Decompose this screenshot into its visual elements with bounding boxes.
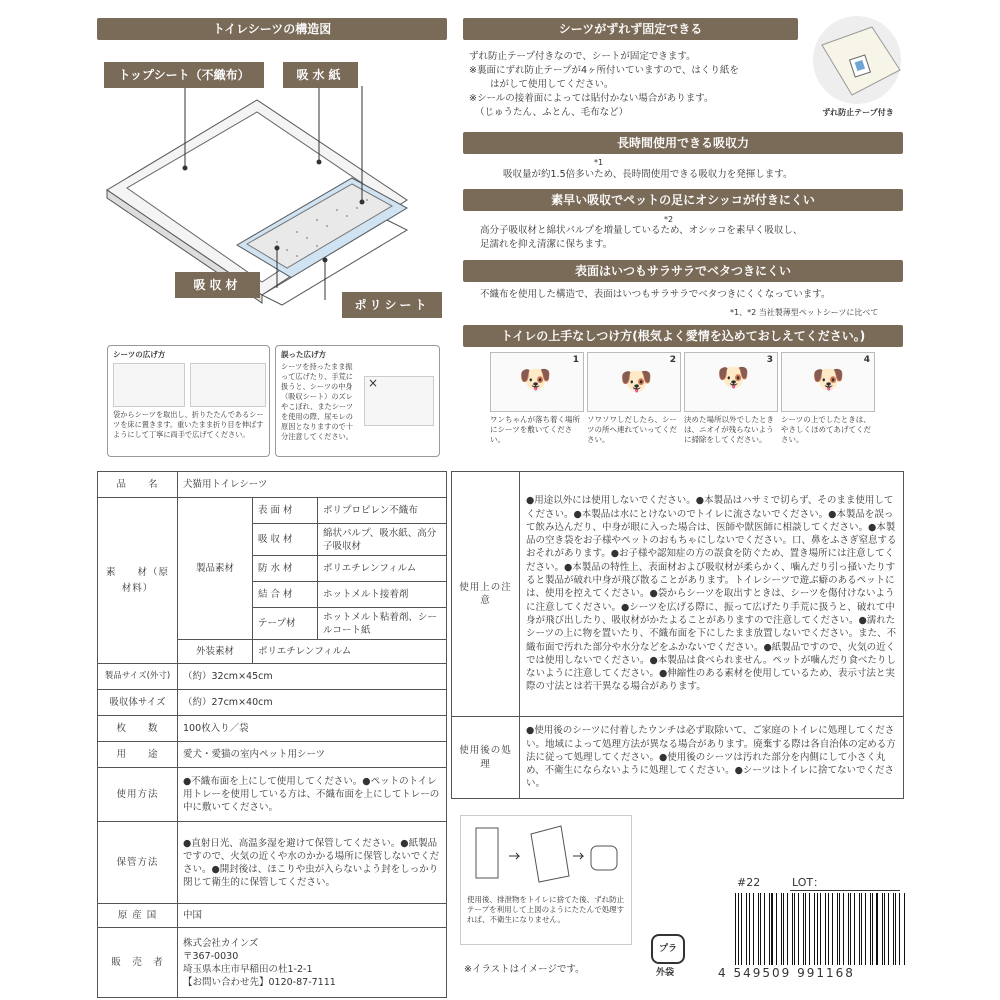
barcode (735, 893, 905, 965)
spread-title: シーツの広げ方 (113, 350, 166, 359)
spread-box (107, 345, 270, 457)
barcode-bar (832, 893, 833, 965)
table-row: 用 途 愛犬・愛猫の室内ペット用シーツ (98, 742, 447, 768)
barcode-bar (809, 893, 810, 965)
barcode-bar (825, 893, 826, 965)
tape-caption: ずれ防止テープ付き (822, 108, 894, 117)
fixed-line4: ※シールの接着面によっては貼付かない場合があります。 (469, 93, 714, 104)
barcode-bar (872, 893, 873, 965)
table-row: 素 材（原材料） 製品素材 表 面 材 ポリプロピレン不織布 (98, 498, 447, 524)
fixed-line1: ずれ防止テープ付きなので、シートが固定できます。 (469, 51, 696, 62)
disposal-text: 使用後、排泄物をトイレに捨てた後、ずれ防止テープを利用して上図のようにたたんで処理すれば、不衛生になりません。 (467, 895, 625, 924)
spread-text: 袋からシーツを取出し、折りたたんであるシーツを床に置きます。重いたまま折り目を伸ばすようにして丁寧に両手で広げてください。 (113, 410, 264, 439)
table-row: 外装素材 ポリエチレンフィルム (98, 640, 447, 664)
training-step-3 (684, 352, 778, 445)
barcode-bar (843, 893, 844, 965)
table-row: 枚 数 100枚入り／袋 (98, 716, 447, 742)
wrong-mark-icon: × (368, 376, 379, 390)
barcode-bar (876, 893, 877, 965)
table-row: 販 売 者 株式会社カインズ 〒367-0030 埼玉県本庄市早稲田の杜1-2-1 【お問い合わせ先】0120-87-7111 (98, 928, 447, 998)
barcode-bar (888, 893, 889, 965)
training-step-4 (781, 352, 875, 445)
table-row: 保管方法 ●直射日光、高温多湿を避けて保管してください。●紙製品ですので、火気の近くや水のかかる場所に保管しないでください。●開封後は、ほこりや虫が入らないよう封をしっかり閉じて衛生的に保管してください。 (98, 822, 447, 904)
spread-illustration-2 (190, 363, 266, 407)
barcode-bar (861, 893, 862, 965)
table-row: 吸 収 材 綿状パルプ、吸水紙、高分子吸収材 (98, 524, 447, 556)
lot-label: LOT： (792, 876, 825, 889)
table-row: 結 合 材 ホットメルト接着剤 (98, 582, 447, 608)
longtime-note: *1 (594, 158, 604, 167)
step-text: ワンちゃんが落ち着く場所にシーツを敷いてください。 (490, 415, 580, 444)
label-absorbent-material: 吸収材 (175, 272, 260, 298)
barcode-bar (735, 893, 736, 965)
tape-illustration (812, 15, 902, 105)
barcode-bar (771, 893, 772, 965)
caution-table (451, 471, 904, 799)
lot-underline (790, 890, 900, 891)
table-row: 使用方法 ●不織布面を上にして使用してください。●ペットのトイレ用トレーを使用している方は、不織布面を上にしてトレーの中に敷いてください。 (98, 768, 447, 822)
dog-icon: 🐶 (519, 365, 552, 395)
step-text: シーツの上でしたときは、やさしくほめてあげてください。 (781, 415, 871, 444)
dog-icon: 🐶 (812, 365, 845, 395)
quick-title: 素早い吸収でペットの足にオシッコが付きにくい (463, 189, 903, 211)
label-poly-sheet: ポリシート (342, 292, 442, 318)
longtime-text: 吸収量が約1.5倍多いため、長時間使用できる吸収力を発揮します。 (503, 169, 793, 180)
quick-note: *2 (664, 215, 674, 224)
lot-number: #22 (737, 876, 761, 889)
label-top-sheet: トップシート（不織布） (104, 62, 264, 88)
quick-line1: 高分子吸収材と綿状パルプを増量しているため、オシッコを素早く吸収し、 (480, 225, 803, 236)
table-row: 原 産 国 中国 (98, 904, 447, 928)
training-steps (490, 352, 876, 456)
barcode-bar (794, 893, 795, 965)
barcode-digits: 4 549509 991168 (718, 966, 855, 980)
step-number: 2 (669, 355, 676, 365)
quick-line2: 足濡れを抑え清潔に保ちます。 (480, 239, 613, 250)
recycle-label: 外袋 (656, 968, 675, 978)
table-row: 製品サイズ(外寸) （約）32cm×45cm (98, 664, 447, 690)
training-title: トイレの上手なしつけ方(根気よく愛情を込めておしえてください。) (463, 325, 903, 347)
sheet-structure-diagram (97, 60, 447, 320)
table-row: 使用上の注 意 ●用途以外には使用しないでください。●本製品はハサミで切らず、そのまま使用してください。●本製品は水にとけないのでトイレに流さないでください。●本製品を誤って飲み込んだり、中身が眼に入った場合は、医師や獣医師に相談してください。●本製品の空き袋をお子様やペットのおもちゃにしないでください。口、鼻をふさぎ窒息するおそれがあります。●お子様や認知症の方の誤食を防ぐため、置き場所には注意してください。●本製品の特性上、表面材および吸収材が柔らかく、噛んだり引っ掻いたりすると製品が破れ中身が飛び散ることがあります。トイレシーツで遊ぶ癖のあるペットには、使用を控えてください。●袋からシーツを取出すときは、シーツを傷付けないように注意してください。●シーツを広げる際に、振って広げたり手荒に扱うと、破れて中身が飛び出したり、吸収材がかたよることがありますので注意してください。●濡れたシーツの上に物を置いたり、不織布面を下にしたまま放置しないでください。また、不織布面で汚れた部分や水分などをふかないでください。●紙製品ですので、火気の近くでは使用しないでください。●本製品は食べられません。ペットが噛んだり食べたりしないように注意してください。●伸縮性のある素材を使用しているため、表示寸法と実際の寸法とは若干異なる場合があります。 (452, 472, 904, 717)
barcode-bar (746, 893, 747, 965)
step-text: 決めた場所以外でしたときは、ニオイが残らないように掃除をしてください。 (684, 415, 774, 444)
wrong-title: 誤った広げ方 (281, 350, 326, 359)
illust-note: ※イラストはイメージです。 (464, 964, 585, 975)
table-row: 防 水 材 ポリエチレンフィルム (98, 556, 447, 582)
fixed-line3: はがして使用してください。 (490, 79, 614, 90)
table-row: 品 名 犬猫用トイレシーツ (98, 472, 447, 498)
step-number: 3 (766, 355, 773, 365)
training-step-1 (490, 352, 584, 445)
table-row: 吸収体サイズ （約）27cm×40cm (98, 690, 447, 716)
longtime-title: 長時間使用できる吸収力 (463, 132, 903, 154)
fixed-title: シーツがずれず固定できる (463, 18, 798, 40)
spread-illustration-1 (113, 363, 185, 407)
wrong-box (275, 345, 440, 457)
smooth-title: 表面はいつもサラサラでベタつきにくい (463, 260, 903, 282)
barcode-bar (760, 893, 761, 965)
step-number: 4 (863, 355, 870, 365)
barcode-bar (787, 893, 788, 965)
disposal-box (460, 815, 632, 945)
dog-icon: 🐶 (620, 367, 653, 397)
step-number: 1 (572, 355, 579, 365)
fixed-line2: ※裏面にずれ防止テープが4ヶ所付いていますので、はくり紙を (469, 65, 739, 76)
barcode-bar (776, 893, 777, 965)
smooth-footnote: *1、*2 当社製薄型ペットシーツに比べて (730, 308, 879, 317)
label-absorbent-paper: 吸水紙 (283, 62, 358, 88)
spec-table (97, 471, 447, 998)
dog-icon: 🐶 (717, 363, 750, 393)
plastic-recycle-icon: プラ (651, 934, 685, 964)
wrong-text: シーツを持ったまま振って広げたり、手荒に扱うと、シーツの中身（吸収シート）のズレやこぼれ、またシーツを使用の際、尿モレの原因となりますので十分注意してください。 (281, 362, 354, 441)
disposal-illustration (461, 816, 631, 891)
barcode-bar (749, 893, 750, 965)
barcode-bar (850, 893, 851, 965)
step-text: ソワソワしだしたら、シーツの所へ連れていってください。 (587, 415, 677, 444)
smooth-text: 不織布を使用した構造で、表面はいつもサラサラでベタつきにくくなっています。 (480, 289, 831, 300)
barcode-bar (899, 893, 900, 965)
barcode-bar (805, 893, 806, 965)
structure-title: トイレシーツの構造図 (97, 18, 447, 40)
training-step-2 (587, 352, 681, 445)
fixed-line5: （じゅうたん、ふとん、毛布など） (475, 107, 629, 118)
table-row: 使用後の処 理 ●使用後のシーツに付着したウンチは必ず取除いて、ご家庭のトイレに処理してください。地域によって処理方法が異なる場合があります。廃棄する際は各自治体の定める方法に従って処理してください。●使用後のシーツは汚れた部分を内側にして小さく丸め、不衛生にならないように処理してください。●シーツはトイレに捨てないでください。 (452, 717, 904, 799)
table-row: テープ材 ホットメルト粘着剤、シールコート紙 (98, 608, 447, 640)
